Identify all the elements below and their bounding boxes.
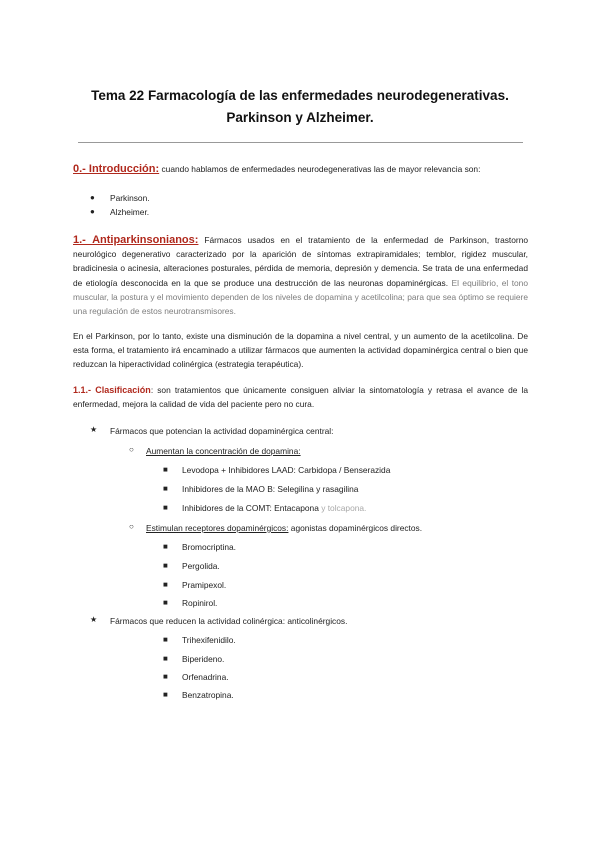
square-icon: ■: [163, 580, 168, 589]
circle-icon: ○: [129, 522, 134, 531]
intro-item-alzheimer: Alzheimer.: [110, 207, 150, 217]
antiparkinson-gray-text: El equilibrio, el tono muscular, la postura y el movimiento dependen de los niveles de dopamina y acetilcolina; para que sea óptimo se requiere una regulación de estos neurotransmisores.: [73, 277, 529, 317]
sub2-label-rest: agonistas dopaminérgicos directos.: [288, 523, 423, 533]
sub1-label: Aumentan la concentración de dopamina:: [146, 446, 301, 456]
parkinson-paragraph-2: En el Parkinson, por lo tanto, existe una disminución de la dopamina a nivel central, y un aumento de la acetilcolina. De esta forma, el tratamiento irá encaminado a utilizar fármacos que aumenten la actividad dopaminérgica central o bien que reduzcan la hiperactividad colinérgica (estrategia terapéutica).: [73, 331, 528, 370]
square-icon: ■: [163, 561, 168, 570]
sub1-item-levodopa: Levodopa + Inhibidores LAAD: Carbidopa / Benserazida: [182, 465, 391, 475]
intro-paragraph: [73, 162, 528, 176]
sub1-item-comt-light: y tolcapona.: [318, 503, 367, 513]
square-icon: ■: [163, 598, 168, 607]
square-icon: ■: [163, 654, 168, 663]
antiparkinson-heading: 1.- Antiparkinsonianos:: [73, 234, 199, 246]
star-icon: ★: [90, 615, 98, 624]
antiparkinson-paragraph: [73, 233, 528, 318]
sub2-item-pramipexol: Pramipexol.: [182, 580, 227, 590]
square-icon: ■: [163, 503, 168, 512]
group1-label: Fármacos que potencian la actividad dopaminérgica central:: [110, 426, 334, 436]
group2-item-benzatropina: Benzatropina.: [182, 690, 234, 700]
clasificacion-text: : son tratamientos que únicamente consiguen aliviar la sintomatología y retrasa el avance de la enfermedad, mejora la calidad de vida del paciente pero no cura.: [73, 385, 529, 410]
sub2-item-pergolida: Pergolida.: [182, 561, 220, 571]
document-title-line1: Tema 22 Farmacología de las enfermedades neurodegenerativas.: [91, 88, 509, 103]
intro-heading: 0.- Introducción:: [73, 163, 160, 175]
title-divider: [78, 142, 523, 143]
square-icon: ■: [163, 635, 168, 644]
document-title-line2: Parkinson y Alzheimer.: [226, 110, 374, 125]
square-icon: ■: [163, 465, 168, 474]
square-icon: ■: [163, 690, 168, 699]
sub1-item-mao: Inhibidores de la MAO B: Selegilina y rasagilina: [182, 484, 359, 494]
square-icon: ■: [163, 484, 168, 493]
group2-item-orfenadrina: Orfenadrina.: [182, 672, 229, 682]
bullet-icon: ●: [90, 193, 95, 202]
bullet-icon: ●: [90, 207, 95, 216]
square-icon: ■: [163, 542, 168, 551]
group2-item-trihexifenidilo: Trihexifenidilo.: [182, 635, 236, 645]
sub1-item-comt-text: Inhibidores de la COMT: Entacapona: [182, 503, 319, 513]
sub2-label: [146, 523, 422, 533]
sub2-item-bromocriptina: Bromocriptina.: [182, 542, 236, 552]
intro-item-parkinson: Parkinson.: [110, 193, 150, 203]
circle-icon: ○: [129, 445, 134, 454]
sub1-item-comt: [182, 503, 366, 513]
group2-item-biperideno: Biperideno.: [182, 654, 225, 664]
square-icon: ■: [163, 672, 168, 681]
sub2-item-ropinirol: Ropinirol.: [182, 598, 218, 608]
clasificacion-paragraph: [73, 383, 528, 411]
antiparkinson-text: Fármacos usados en el tratamiento de la enfermedad de Parkinson, trastorno neurológico degenerativo caracterizado por la aparición de síntomas extrapiramidales; temblor, rigidez muscular, bradicinesia o acinesia, alteraciones posturales, pérdida de memoria, depresión y demencia. Se trata de una enfermedad de etiología desconocida en la que se produce una destrucción de las neuronas dopaminérgicas.: [73, 235, 529, 288]
group2-label: Fármacos que reducen la actividad colinérgica: anticolinérgicos.: [110, 616, 348, 626]
clasificacion-heading: 1.1.- Clasificación: [73, 385, 151, 395]
intro-text: cuando hablamos de enfermedades neurodegenerativas las de mayor relevancia son:: [159, 164, 481, 174]
sub2-label-underlined: Estimulan receptores dopaminérgicos:: [146, 523, 289, 533]
star-icon: ★: [90, 425, 98, 434]
